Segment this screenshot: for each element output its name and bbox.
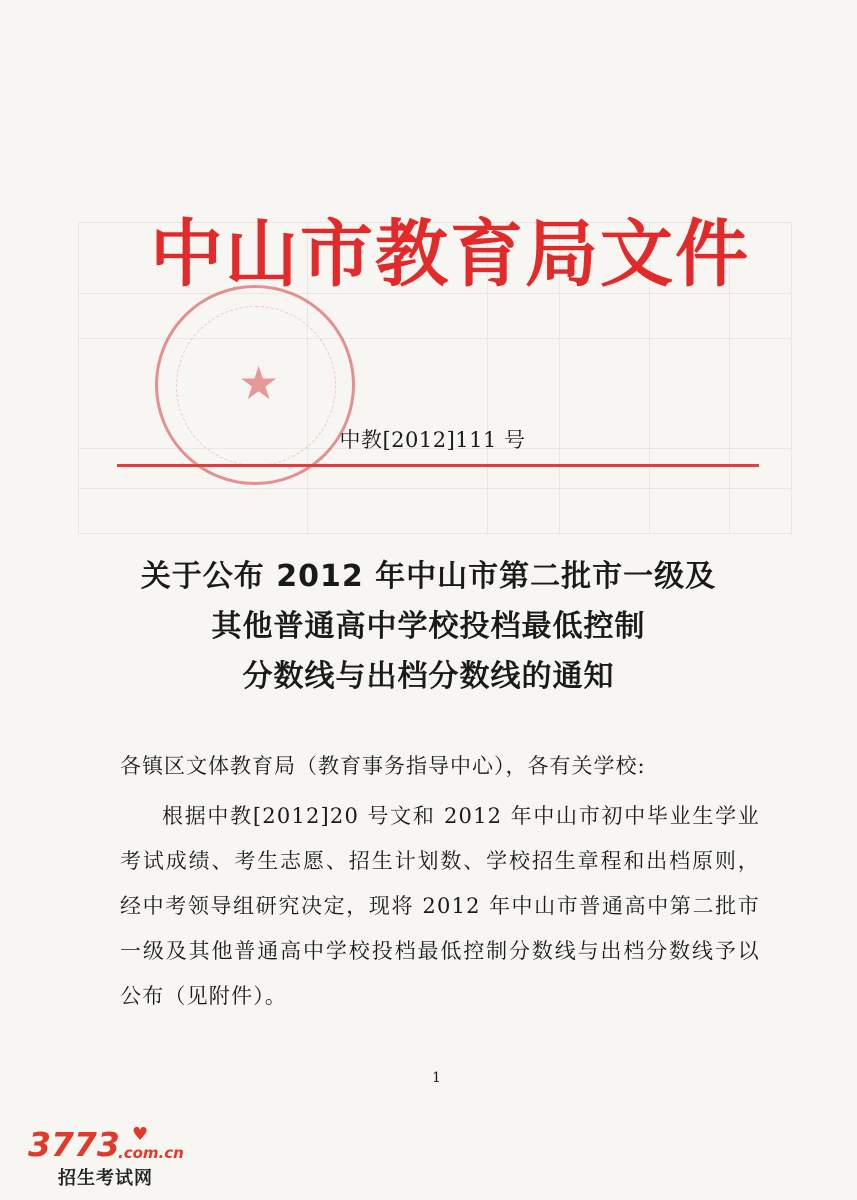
watermark-logo: 3773 [28, 1125, 120, 1164]
body-paragraph: 根据中教[2012]20 号文和 2012 年中山市初中毕业生学业考试成绩、考生志愿、招生计划数、学校招生章程和出档原则，经中考领导组研究决定，现将 2012 年中山市普通高中第二批市一级及其他普通高中学校投档最低控制分数线与出档分数线予以公布（见附件）。 [120, 804, 760, 1008]
notice-title-line-1: 关于公布 2012 年中山市第二批市一级及 [140, 559, 717, 594]
watermark-heart-icon: ♥ [132, 1124, 149, 1145]
notice-title-line-2: 其他普通高中学校投档最低控制 [211, 609, 646, 644]
watermark-domain: .com.cn [118, 1144, 184, 1162]
document-number: 中教[2012]111 号 [339, 428, 526, 452]
salutation: 各镇区文体教育局（教育事务指导中心），各有关学校: [120, 754, 646, 778]
official-seal [155, 285, 355, 485]
notice-title-line-3: 分数线与出档分数线的通知 [242, 659, 615, 694]
page-number: 1 [432, 1070, 441, 1086]
agency-title: 中山市教育局文件 [150, 212, 750, 297]
seal-star-icon: ★ [238, 356, 280, 410]
watermark-tagline: 招生考试网 [58, 1168, 153, 1189]
red-divider-line [117, 464, 759, 467]
